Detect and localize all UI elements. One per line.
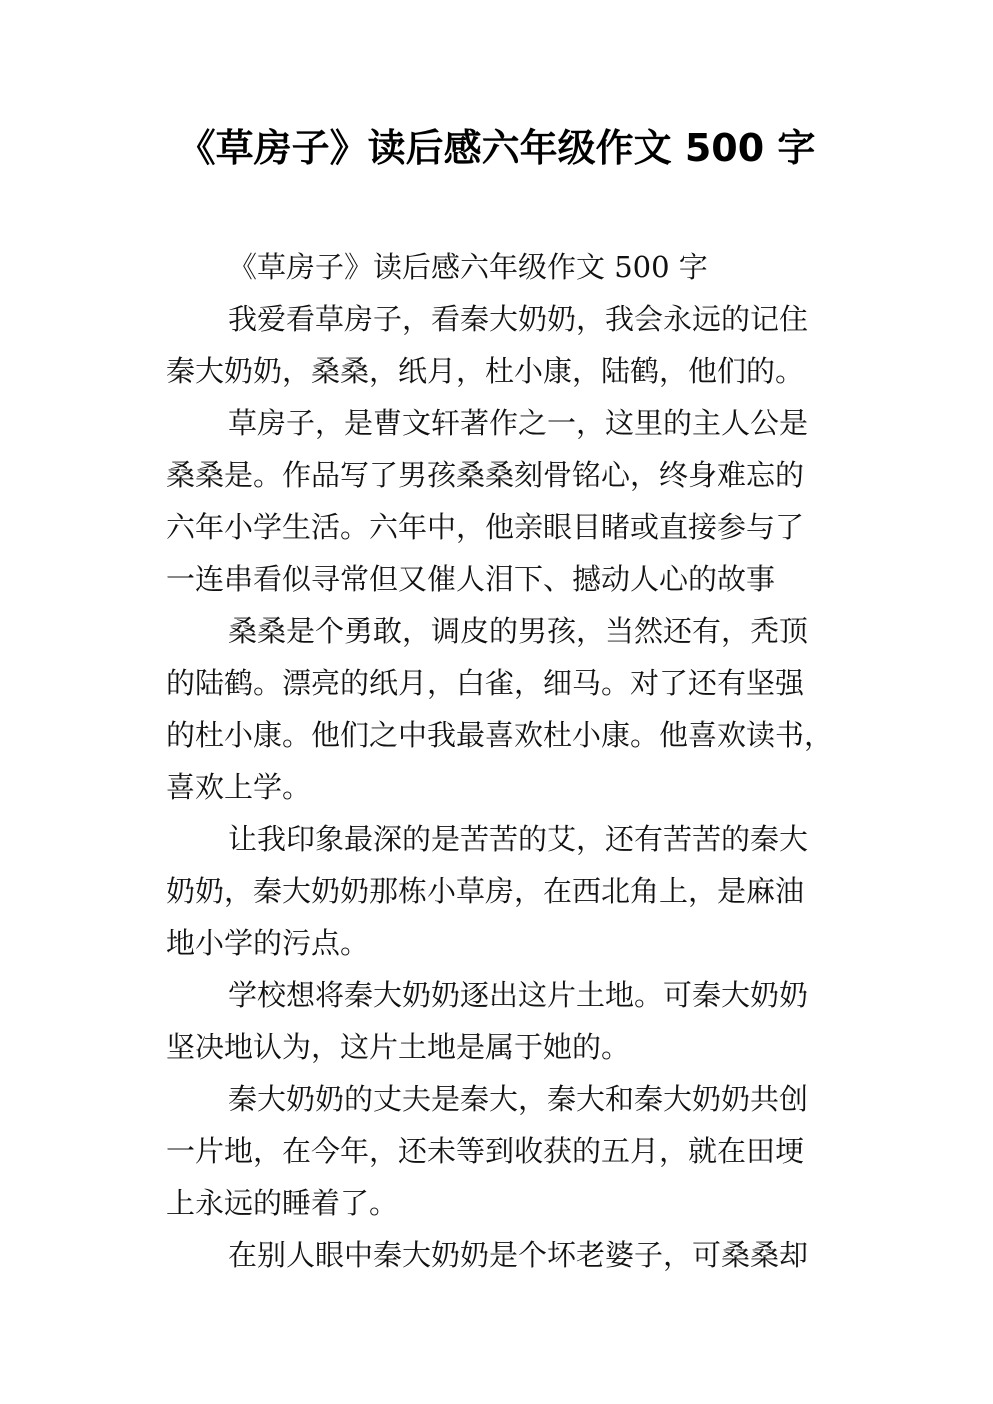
text-line: 的陆鹤。漂亮的纸月，白雀，细马。对了还有坚强 [166, 666, 805, 700]
text-line: 我爱看草房子，看秦大奶奶，我会永远的记住 [228, 302, 809, 336]
text-line: 喜欢上学。 [166, 770, 312, 804]
text-line: 学校想将秦大奶奶逐出这片土地。可秦大奶奶 [228, 978, 809, 1012]
subtitle-line: 《草房子》读后感六年级作文 500 字 [228, 250, 708, 284]
text-line: 六年小学生活。六年中，他亲眼目睹或直接参与了 [166, 510, 805, 544]
document-title: 《草房子》读后感六年级作文 500 字 [177, 126, 816, 170]
document-body [166, 241, 836, 1281]
text-line: 秦大奶奶的丈夫是秦大，秦大和秦大奶奶共创 [228, 1082, 809, 1116]
text-line: 让我印象最深的是苦苦的艾，还有苦苦的秦大 [228, 822, 809, 856]
text-line: 上永远的睡着了。 [166, 1186, 399, 1220]
text-line: 奶奶，秦大奶奶那栋小草房，在西北角上，是麻油 [166, 874, 805, 908]
text-line: 的杜小康。他们之中我最喜欢杜小康。他喜欢读书， [166, 718, 834, 752]
text-line: 桑桑是。作品写了男孩桑桑刻骨铭心，终身难忘的 [166, 458, 805, 492]
text-line: 一片地，在今年，还未等到收获的五月，就在田埂 [166, 1134, 805, 1168]
text-line: 坚决地认为，这片土地是属于她的。 [166, 1030, 631, 1064]
text-line: 一连串看似寻常但又催人泪下、撼动人心的故事 [166, 562, 776, 596]
text-line: 在别人眼中秦大奶奶是个坏老婆子，可桑桑却 [228, 1238, 809, 1272]
text-line: 地小学的污点。 [166, 926, 370, 960]
text-line: 桑桑是个勇敢，调皮的男孩，当然还有，秃顶 [228, 614, 809, 648]
text-line: 草房子，是曹文轩著作之一，这里的主人公是 [228, 406, 809, 440]
text-line: 秦大奶奶，桑桑，纸月，杜小康，陆鹤，他们的。 [166, 354, 805, 388]
